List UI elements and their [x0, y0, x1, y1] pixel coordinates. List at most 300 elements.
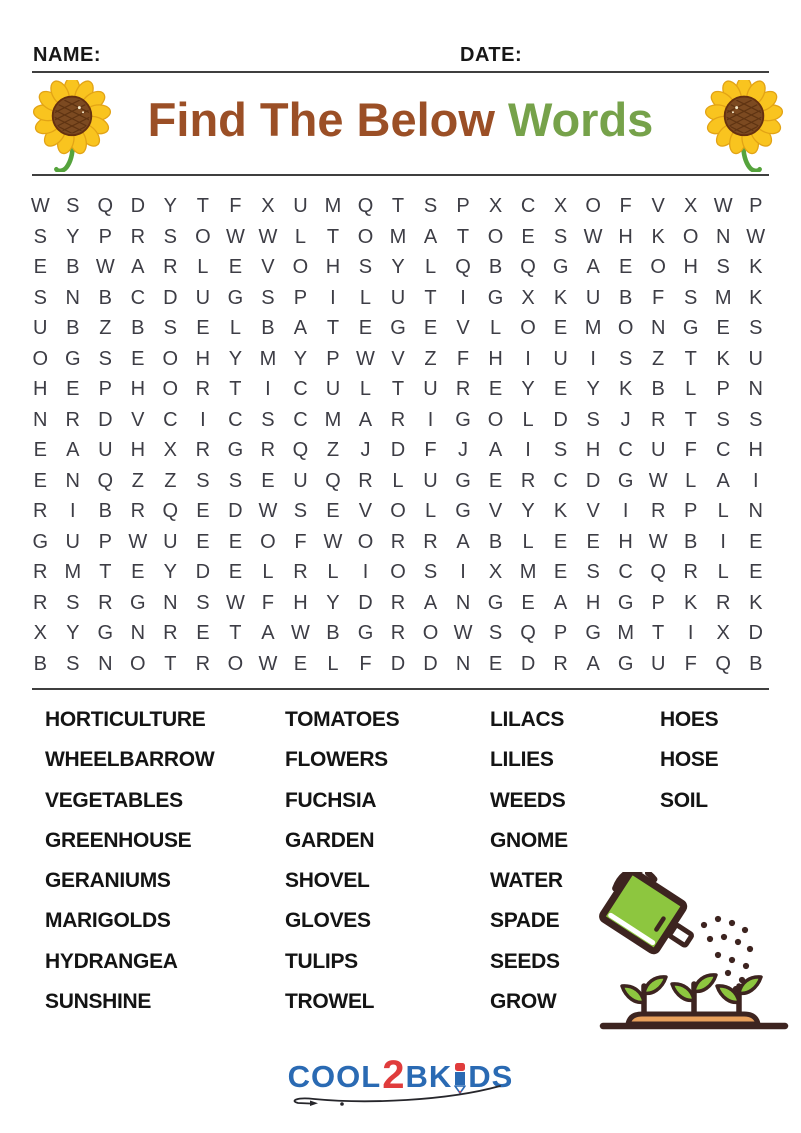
- grid-letter: O: [32, 347, 49, 370]
- grid-letter: D: [748, 622, 763, 645]
- grid-letter: P: [98, 378, 112, 401]
- grid-letter: S: [358, 256, 373, 279]
- grid-letter: O: [617, 317, 634, 340]
- grid-letter: X: [163, 439, 177, 462]
- grid-letter: U: [650, 652, 666, 675]
- word-column: [45, 700, 214, 1022]
- word-item: LILIES: [490, 748, 554, 772]
- grid-letter: T: [456, 225, 470, 248]
- grid-letter: W: [225, 225, 245, 248]
- date-label: DATE:: [460, 44, 523, 66]
- grid-letter: Y: [228, 347, 243, 370]
- grid-letter: S: [66, 591, 80, 614]
- grid-letter: G: [585, 622, 601, 645]
- grid-letter: G: [227, 439, 244, 462]
- grid-letter: E: [488, 378, 503, 401]
- grid-letter: E: [131, 347, 145, 370]
- grid-letter: Z: [424, 347, 437, 370]
- grid-letter: E: [423, 317, 438, 340]
- grid-letter: O: [487, 225, 504, 248]
- grid-letter: W: [648, 469, 668, 492]
- grid-letter: B: [261, 317, 275, 340]
- grid-letter: E: [716, 317, 730, 340]
- grid-letter: M: [519, 561, 537, 584]
- grid-letter: R: [130, 225, 146, 248]
- grid-letter: S: [163, 317, 177, 340]
- footer-logo: [0, 1052, 801, 1106]
- grid-letter: H: [33, 378, 48, 401]
- grid-letter: E: [488, 652, 503, 675]
- grid-letter: F: [619, 195, 632, 218]
- grid-letter: D: [228, 500, 243, 523]
- grid-letter: R: [650, 408, 666, 431]
- grid-letter: O: [357, 225, 374, 248]
- grid-letter: Y: [163, 195, 177, 218]
- grid-letter: I: [752, 469, 759, 492]
- title-main-text: Find The Below: [147, 93, 495, 146]
- grid-letter: X: [488, 561, 503, 584]
- grid-letter: T: [684, 408, 697, 431]
- grid-letter: D: [163, 286, 178, 309]
- logo-cool-text: COOL: [287, 1059, 382, 1094]
- grid-letter: W: [290, 622, 310, 645]
- grid-letter: M: [324, 408, 342, 431]
- grid-letter: W: [453, 622, 473, 645]
- grid-letter: L: [229, 317, 241, 340]
- grid-letter: I: [687, 622, 694, 645]
- grid-letter: Z: [326, 439, 340, 462]
- word-column: [285, 700, 399, 1022]
- grid-letter: L: [392, 469, 404, 492]
- grid-letter: U: [33, 317, 48, 340]
- word-item: FLOWERS: [285, 748, 388, 772]
- grid-letter: I: [265, 378, 271, 401]
- grid-letter: O: [260, 530, 276, 553]
- grid-letter: M: [389, 225, 407, 248]
- grid-letter: G: [487, 591, 504, 614]
- grid-letter: L: [685, 469, 697, 492]
- grid-letter: S: [163, 225, 177, 248]
- grid-letter: A: [423, 591, 438, 614]
- grid-letter: E: [228, 530, 243, 553]
- grid-letter: N: [715, 225, 731, 248]
- grid-letter: G: [97, 622, 114, 645]
- grid-letter: D: [358, 591, 373, 614]
- grid-letter: I: [362, 561, 369, 584]
- grid-letter: R: [195, 439, 211, 462]
- grid-letter: O: [585, 195, 601, 218]
- grid-letter: E: [618, 256, 633, 279]
- grid-letter: S: [716, 256, 730, 279]
- grid-letter: A: [553, 591, 568, 614]
- grid-letter: D: [390, 439, 406, 462]
- grid-letter: L: [197, 256, 209, 279]
- grid-letter: S: [684, 286, 698, 309]
- grid-letter: A: [423, 225, 438, 248]
- grid-letter: N: [455, 591, 471, 614]
- grid-letter: G: [487, 286, 504, 309]
- grid-letter: M: [324, 195, 342, 218]
- grid-letter: S: [261, 408, 275, 431]
- grid-letter: G: [617, 469, 634, 492]
- word-column: [490, 700, 568, 1022]
- grid-letter: R: [390, 622, 406, 645]
- grid-letter: M: [64, 561, 82, 584]
- grid-letter: G: [455, 500, 471, 523]
- grid-letter: S: [33, 286, 47, 309]
- grid-letter: B: [131, 317, 145, 340]
- grid-letter: X: [553, 195, 568, 218]
- grid-letter: Q: [455, 256, 471, 279]
- grid-letter: S: [196, 591, 210, 614]
- grid-letter: R: [98, 591, 113, 614]
- grid-letter: H: [130, 378, 146, 401]
- grid-letter: J: [458, 439, 469, 462]
- grid-letter: A: [261, 622, 275, 645]
- grid-letter: D: [520, 652, 536, 675]
- grid-letter: O: [292, 256, 309, 279]
- grid-letter: E: [33, 439, 47, 462]
- word-item: SUNSHINE: [45, 990, 152, 1014]
- grid-letter: R: [33, 500, 48, 523]
- grid-letter: V: [358, 500, 373, 523]
- grid-letter: O: [162, 347, 179, 370]
- grid-letter: W: [746, 225, 766, 248]
- grid-letter: S: [716, 408, 730, 431]
- word-item: SOIL: [660, 788, 708, 812]
- grid-letter: G: [455, 469, 471, 492]
- grid-letter: G: [552, 256, 569, 279]
- grid-letter: Y: [586, 378, 600, 401]
- grid-letter: B: [488, 256, 503, 279]
- grid-letter: F: [294, 530, 307, 553]
- grid-letter: V: [261, 256, 275, 279]
- word-item: GREENHOUSE: [45, 828, 192, 852]
- grid-letter: O: [650, 256, 666, 279]
- grid-letter: L: [685, 378, 697, 401]
- grid-letter: E: [196, 622, 210, 645]
- grid-letter: P: [651, 591, 665, 614]
- grid-letter: U: [98, 439, 113, 462]
- grid-letter: Y: [66, 622, 80, 645]
- grid-letter: X: [521, 286, 535, 309]
- grid-letter: E: [358, 317, 373, 340]
- grid-letter: K: [553, 286, 568, 309]
- grid-letter: E: [553, 561, 568, 584]
- grid-letter: T: [652, 622, 665, 645]
- name-label: NAME:: [33, 44, 102, 66]
- grid-letter: U: [423, 378, 438, 401]
- grid-letter: B: [66, 317, 80, 340]
- grid-letter: W: [128, 530, 148, 553]
- grid-letter: T: [229, 622, 242, 645]
- watering-can-seedlings-icon: [598, 872, 790, 1044]
- grid-letter: B: [749, 652, 763, 675]
- grid-letter: R: [423, 530, 438, 553]
- grid-letter: A: [131, 256, 145, 279]
- grid-letter: E: [326, 500, 340, 523]
- grid-letter: I: [622, 500, 629, 523]
- grid-letter: E: [586, 530, 600, 553]
- grid-letter: Q: [97, 195, 114, 218]
- grid-letter: L: [294, 225, 306, 248]
- grid-letter: E: [553, 378, 568, 401]
- grid-letter: O: [162, 378, 179, 401]
- grid-letter: Q: [520, 622, 536, 645]
- grid-letter: E: [261, 469, 275, 492]
- grid-letter: Y: [293, 347, 308, 370]
- grid-letter: F: [424, 439, 437, 462]
- grid-letter: O: [390, 561, 406, 584]
- grid-letter: T: [326, 317, 340, 340]
- grid-letter: P: [293, 286, 308, 309]
- grid-letter: W: [225, 591, 245, 614]
- grid-letter: R: [358, 469, 373, 492]
- logo-two-text: 2: [382, 1053, 405, 1097]
- grid-letter: G: [617, 652, 634, 675]
- grid-letter: N: [65, 469, 80, 492]
- grid-letter: H: [748, 439, 763, 462]
- grid-letter: X: [261, 195, 275, 218]
- grid-letter: K: [553, 500, 568, 523]
- grid-letter: H: [618, 530, 633, 553]
- grid-letter: D: [553, 408, 568, 431]
- grid-letter: E: [293, 652, 308, 675]
- grid-letter: N: [163, 591, 178, 614]
- grid-letter: R: [260, 439, 276, 462]
- grid-letter: F: [359, 652, 372, 675]
- grid-letter: S: [98, 347, 112, 370]
- grid-letter: U: [390, 286, 406, 309]
- grid-letter: Q: [520, 256, 536, 279]
- grid-letter: R: [293, 561, 308, 584]
- grid-letter: B: [33, 652, 47, 675]
- grid-letter: W: [30, 195, 50, 218]
- grid-letter: W: [258, 225, 278, 248]
- grid-letter: F: [684, 652, 697, 675]
- grid-letter: R: [715, 591, 731, 614]
- word-item: WATER: [490, 869, 563, 893]
- grid-letter: H: [195, 347, 211, 370]
- grid-letter: S: [66, 652, 80, 675]
- grid-letter: I: [460, 561, 466, 584]
- grid-letter: B: [98, 500, 112, 523]
- grid-letter: W: [95, 256, 115, 279]
- grid-letter: S: [33, 225, 47, 248]
- grid-letter: S: [749, 408, 763, 431]
- grid-letter: V: [586, 500, 600, 523]
- grid-letter: R: [390, 408, 406, 431]
- grid-letter: H: [488, 347, 503, 370]
- grid-letter: M: [617, 622, 634, 645]
- grid-letter: I: [200, 408, 206, 431]
- grid-letter: B: [684, 530, 698, 553]
- swoosh-underline-icon: [276, 1084, 506, 1106]
- grid-letter: T: [684, 347, 697, 370]
- grid-letter: R: [195, 378, 211, 401]
- grid-letter: S: [749, 317, 763, 340]
- grid-letter: N: [455, 652, 471, 675]
- grid-letter: R: [650, 500, 666, 523]
- grid-letter: W: [713, 195, 733, 218]
- grid-letter: H: [618, 225, 633, 248]
- word-item: TULIPS: [285, 949, 358, 973]
- grid-letter: A: [586, 652, 600, 675]
- logo-bk-text: BK: [405, 1059, 453, 1094]
- grid-letter: R: [130, 500, 146, 523]
- grid-letter: S: [293, 500, 308, 523]
- grid-letter: C: [715, 439, 731, 462]
- grid-letter: L: [424, 500, 437, 523]
- title-accent-text: Words: [507, 93, 654, 146]
- grid-letter: P: [98, 530, 112, 553]
- word-item: FUCHSIA: [285, 788, 377, 812]
- grid-letter: Y: [163, 561, 177, 584]
- grid-letter: U: [585, 286, 601, 309]
- grid-letter: V: [488, 500, 503, 523]
- grid-letter: Z: [164, 469, 177, 492]
- grid-letter: E: [521, 225, 535, 248]
- grid-letter: L: [359, 378, 372, 401]
- grid-letter: F: [229, 195, 242, 218]
- grid-letter: A: [586, 256, 600, 279]
- grid-letter: Q: [292, 439, 309, 462]
- grid-letter: N: [748, 500, 763, 523]
- grid-letter: C: [553, 469, 568, 492]
- grid-letter: K: [684, 591, 698, 614]
- grid-letter: P: [716, 378, 730, 401]
- grid-letter: C: [520, 195, 536, 218]
- grid-letter: F: [261, 591, 275, 614]
- grid-letter: D: [423, 652, 438, 675]
- grid-letter: V: [391, 347, 405, 370]
- grid-letter: X: [33, 622, 47, 645]
- grid-letter: D: [130, 195, 146, 218]
- grid-letter: P: [553, 622, 568, 645]
- grid-letter: F: [456, 347, 470, 370]
- grid-letter: R: [455, 378, 471, 401]
- grid-letter: N: [130, 622, 146, 645]
- grid-letter: F: [684, 439, 697, 462]
- grid-letter: E: [553, 317, 568, 340]
- word-item: WEEDS: [490, 788, 566, 812]
- grid-letter: G: [64, 347, 81, 370]
- grid-letter: L: [327, 561, 339, 584]
- grid-letter: L: [717, 561, 729, 584]
- grid-letter: H: [585, 591, 601, 614]
- word-item: WHEELBARROW: [45, 748, 215, 772]
- grid-letter: Y: [521, 500, 535, 523]
- grid-letter: H: [585, 439, 601, 462]
- grid-letter: K: [651, 225, 665, 248]
- grid-letter: W: [356, 347, 375, 370]
- grid-letter: E: [196, 530, 210, 553]
- grid-letter: M: [259, 347, 277, 370]
- word-item: TROWEL: [285, 990, 375, 1014]
- grid-letter: K: [749, 591, 763, 614]
- grid-letter: Q: [357, 195, 374, 218]
- grid-letter: A: [293, 317, 308, 340]
- grid-letter: N: [748, 378, 763, 401]
- grid-letter: S: [261, 286, 275, 309]
- logo-ds-text: DS: [468, 1059, 514, 1094]
- grid-letter: S: [423, 195, 438, 218]
- grid-letter: E: [33, 256, 47, 279]
- grid-letter: U: [650, 439, 666, 462]
- grid-letter: W: [258, 500, 278, 523]
- grid-letter: H: [130, 439, 146, 462]
- word-item: HOES: [660, 708, 719, 731]
- grid-letter: K: [716, 347, 730, 370]
- word-item: SPADE: [490, 909, 560, 933]
- grid-letter: R: [390, 530, 406, 553]
- grid-letter: U: [293, 469, 308, 492]
- grid-letter: B: [651, 378, 665, 401]
- grid-letter: N: [650, 317, 666, 340]
- grid-letter: E: [196, 317, 210, 340]
- grid-letter: D: [98, 408, 113, 431]
- grid-letter: L: [522, 530, 534, 553]
- grid-letter: M: [584, 317, 602, 340]
- grid-letter: Z: [652, 347, 665, 370]
- grid-letter: Z: [99, 317, 112, 340]
- grid-letter: W: [258, 652, 278, 675]
- grid-letter: K: [618, 378, 633, 401]
- grid-letter: B: [618, 286, 633, 309]
- grid-letter: E: [131, 561, 145, 584]
- grid-letter: P: [684, 500, 698, 523]
- grid-letter: A: [358, 408, 373, 431]
- grid-letter: E: [196, 500, 210, 523]
- grid-letter: V: [131, 408, 145, 431]
- grid-letter: B: [66, 256, 80, 279]
- grid-letter: C: [228, 408, 243, 431]
- grid-letter: W: [648, 530, 668, 553]
- grid-letter: S: [66, 195, 80, 218]
- grid-letter: H: [325, 256, 341, 279]
- grid-letter: W: [583, 225, 603, 248]
- grid-letter: E: [228, 256, 243, 279]
- grid-letter: U: [195, 286, 211, 309]
- grid-letter: L: [262, 561, 274, 584]
- grid-letter: U: [553, 347, 568, 370]
- grid-letter: O: [227, 652, 244, 675]
- word-item: SEEDS: [490, 949, 560, 973]
- grid-letter: G: [32, 530, 49, 553]
- grid-letter: R: [65, 408, 80, 431]
- grid-letter: O: [520, 317, 536, 340]
- grid-letter: U: [423, 469, 438, 492]
- grid-letter: S: [586, 561, 600, 584]
- page-title: [148, 92, 654, 147]
- grid-letter: A: [456, 530, 470, 553]
- grid-letter: Q: [162, 500, 179, 523]
- grid-letter: S: [553, 439, 568, 462]
- grid-letter: Y: [66, 225, 80, 248]
- grid-letter: L: [717, 500, 729, 523]
- grid-letter: C: [618, 439, 633, 462]
- grid-letter: X: [684, 195, 698, 218]
- grid-letter: Q: [715, 652, 731, 675]
- grid-letter: O: [195, 225, 211, 248]
- grid-letter: E: [553, 530, 568, 553]
- grid-letter: H: [683, 256, 698, 279]
- grid-letter: G: [617, 591, 634, 614]
- grid-letter: P: [749, 195, 763, 218]
- grid-letter: Y: [326, 591, 340, 614]
- grid-letter: R: [163, 622, 178, 645]
- grid-letter: E: [521, 591, 535, 614]
